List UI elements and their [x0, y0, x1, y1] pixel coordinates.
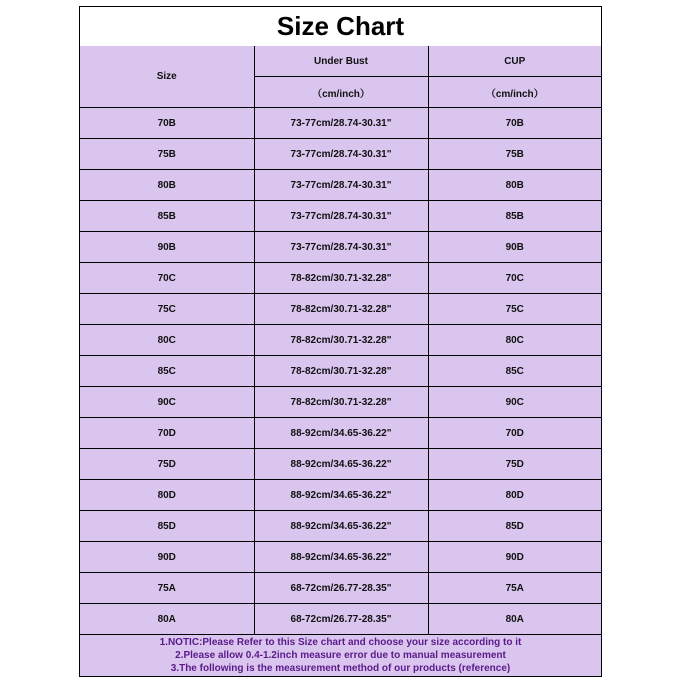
cell-size: 75C [80, 294, 254, 325]
cell-size: 75D [80, 449, 254, 480]
cell-size: 80D [80, 480, 254, 511]
table-row [80, 232, 601, 263]
cell-under-bust: 78-82cm/30.71-32.28" [254, 356, 428, 387]
cell-cup: 80A [428, 604, 601, 635]
cell-cup: 70C [428, 263, 601, 294]
cell-under-bust: 73-77cm/28.74-30.31" [254, 232, 428, 263]
cell-cup: 70B [428, 108, 601, 139]
table-row [80, 263, 601, 294]
cell-under-bust: 78-82cm/30.71-32.28" [254, 294, 428, 325]
table-row [80, 325, 601, 356]
cell-cup: 75C [428, 294, 601, 325]
cell-size: 85C [80, 356, 254, 387]
cell-cup: 75B [428, 139, 601, 170]
header-cup: CUP [428, 46, 601, 77]
table-row [80, 294, 601, 325]
table-row [80, 356, 601, 387]
cell-under-bust: 73-77cm/28.74-30.31" [254, 139, 428, 170]
size-chart [79, 6, 602, 677]
cell-under-bust: 68-72cm/26.77-28.35" [254, 604, 428, 635]
cell-under-bust: 78-82cm/30.71-32.28" [254, 387, 428, 418]
header-cup-unit: （cm/inch） [428, 77, 601, 108]
cell-size: 80B [80, 170, 254, 201]
size-table [80, 46, 601, 635]
cell-under-bust: 88-92cm/34.65-36.22" [254, 449, 428, 480]
notes [80, 634, 601, 676]
cell-size: 90B [80, 232, 254, 263]
cell-size: 70B [80, 108, 254, 139]
note-2: 2.Please allow 0.4-1.2inch measure error due to manual measurement [175, 650, 506, 661]
header-row [80, 46, 601, 77]
cell-under-bust: 78-82cm/30.71-32.28" [254, 325, 428, 356]
cell-size: 70C [80, 263, 254, 294]
cell-cup: 75A [428, 573, 601, 604]
table-row [80, 604, 601, 635]
cell-cup: 85C [428, 356, 601, 387]
note-1: 1.NOTIC:Please Refer to this Size chart and choose your size according to it [159, 637, 522, 648]
cell-under-bust: 78-82cm/30.71-32.28" [254, 263, 428, 294]
table-row [80, 573, 601, 604]
table-row [80, 108, 601, 139]
table-row [80, 480, 601, 511]
cell-cup: 80B [428, 170, 601, 201]
cell-cup: 80C [428, 325, 601, 356]
cell-under-bust: 73-77cm/28.74-30.31" [254, 201, 428, 232]
cell-cup: 70D [428, 418, 601, 449]
cell-size: 80A [80, 604, 254, 635]
cell-size: 85D [80, 511, 254, 542]
cell-under-bust: 88-92cm/34.65-36.22" [254, 480, 428, 511]
cell-under-bust: 68-72cm/26.77-28.35" [254, 573, 428, 604]
header-under-bust-unit: （cm/inch） [254, 77, 428, 108]
chart-title: Size Chart [80, 7, 601, 47]
cell-cup: 75D [428, 449, 601, 480]
table-row [80, 170, 601, 201]
cell-under-bust: 88-92cm/34.65-36.22" [254, 511, 428, 542]
table-row [80, 418, 601, 449]
cell-size: 90C [80, 387, 254, 418]
cell-cup: 90B [428, 232, 601, 263]
cell-size: 70D [80, 418, 254, 449]
header-size: Size [80, 46, 254, 108]
cell-under-bust: 73-77cm/28.74-30.31" [254, 170, 428, 201]
cell-size: 75B [80, 139, 254, 170]
table-row [80, 511, 601, 542]
note-3: 3.The following is the measurement method of our products (reference) [170, 663, 511, 674]
cell-under-bust: 88-92cm/34.65-36.22" [254, 418, 428, 449]
cell-size: 85B [80, 201, 254, 232]
table-row [80, 449, 601, 480]
table-row [80, 542, 601, 573]
cell-cup: 90C [428, 387, 601, 418]
cell-cup: 85D [428, 511, 601, 542]
header-under-bust: Under Bust [254, 46, 428, 77]
table-row [80, 201, 601, 232]
cell-cup: 90D [428, 542, 601, 573]
cell-under-bust: 73-77cm/28.74-30.31" [254, 108, 428, 139]
cell-size: 90D [80, 542, 254, 573]
cell-cup: 80D [428, 480, 601, 511]
table-row [80, 387, 601, 418]
cell-under-bust: 88-92cm/34.65-36.22" [254, 542, 428, 573]
cell-cup: 85B [428, 201, 601, 232]
cell-size: 80C [80, 325, 254, 356]
cell-size: 75A [80, 573, 254, 604]
table-row [80, 139, 601, 170]
